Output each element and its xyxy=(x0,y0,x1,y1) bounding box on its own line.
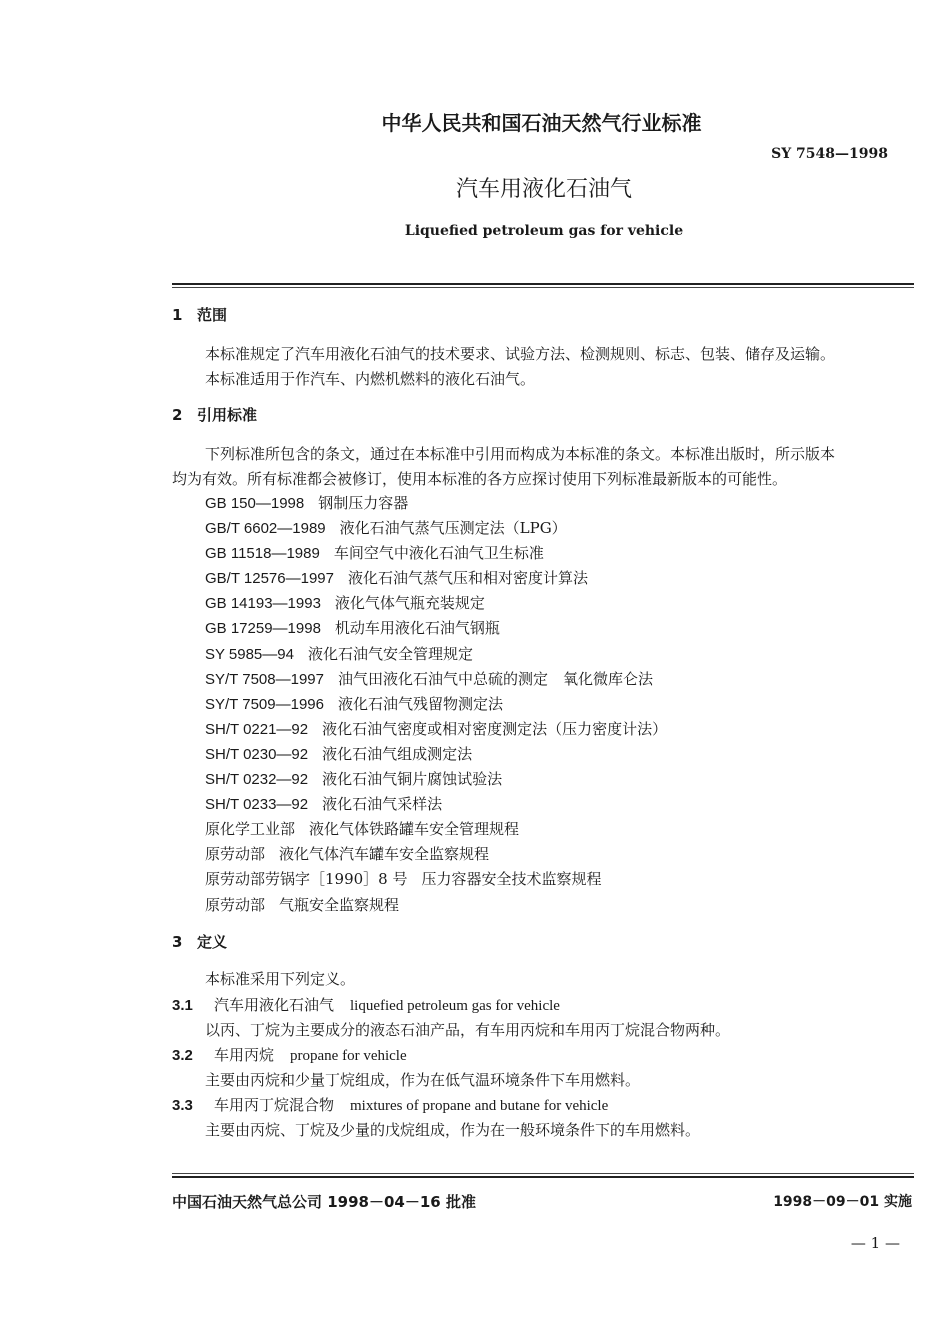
reference-name: 液化石油气残留物测定法 xyxy=(337,694,503,713)
term-definition: 主要由丙烷、丁烷及少量的戊烷组成，作为在一般环境条件下的车用燃料。 xyxy=(205,1121,701,1139)
reference-name: 液化石油气蒸气压和相对密度计算法 xyxy=(347,569,588,588)
paragraph: 本标准适用于作汽车、内燃机燃料的液化石油气。 xyxy=(205,370,536,388)
document-title-cn: 汽车用液化石油气 xyxy=(455,177,632,202)
reference-name: 液化石油气组成测定法 xyxy=(322,744,473,763)
reference-item xyxy=(205,842,667,867)
term-number: 3.1 xyxy=(172,997,193,1014)
term-cn: 车用丙丁烷混合物 xyxy=(214,1096,335,1114)
reference-name: 液化气体气瓶充装规定 xyxy=(334,594,485,613)
reference-name: 液化石油气密度或相对密度测定法（压力密度计法） xyxy=(322,719,668,738)
reference-code: SH/T 0230—92 xyxy=(205,745,309,763)
reference-item xyxy=(205,491,667,516)
reference-name: 液化石油气铜片腐蚀试验法 xyxy=(322,770,503,789)
reference-item xyxy=(205,516,667,541)
implementation-date: 1998－09－01 实施 xyxy=(773,1194,912,1210)
section-1-heading xyxy=(172,304,227,325)
section-3-heading xyxy=(172,931,227,952)
reference-item xyxy=(205,867,667,892)
reference-name: 液化气体铁路罐车安全管理规程 xyxy=(309,820,520,839)
term-cn: 汽车用液化石油气 xyxy=(214,996,335,1014)
reference-code: SY/T 7508—1997 xyxy=(205,670,324,688)
term-en: propane for vehicle xyxy=(290,1048,407,1064)
section-2-heading xyxy=(172,404,257,425)
reference-code: 原劳动部 xyxy=(205,845,266,864)
reference-code: SH/T 0233—92 xyxy=(205,796,309,814)
reference-item xyxy=(205,692,667,717)
section-number: 3 xyxy=(172,933,183,951)
paragraph: 本标准规定了汽车用液化石油气的技术要求、试验方法、检测规则、标志、包装、储存及运输。 xyxy=(205,345,836,363)
term-definition: 以丙、丁烷为主要成分的液态石油产品，有车用丙烷和车用丙丁烷混合物两种。 xyxy=(205,1021,731,1039)
term-entry xyxy=(172,1044,407,1065)
reference-item xyxy=(205,792,667,817)
reference-name: 油气田液化石油气中总硫的测定 氧化微库仑法 xyxy=(337,669,653,688)
reference-name: 机动车用液化石油气钢瓶 xyxy=(334,619,500,638)
term-definition: 主要由丙烷和少量丁烷组成，作为在低气温环境条件下车用燃料。 xyxy=(205,1071,641,1089)
paragraph: 均为有效。所有标准都会被修订，使用本标准的各方应探讨使用下列标准最新版本的可能性。 xyxy=(172,470,788,488)
reference-name: 车间空气中液化石油气卫生标准 xyxy=(333,544,544,563)
reference-code: GB/T 6602—1989 xyxy=(205,520,326,538)
paragraph: 下列标准所包含的条文，通过在本标准中引用而构成为本标准的条文。本标准出版时，所示版本 xyxy=(205,445,836,463)
standard-organization: 中华人民共和国石油天然气行业标准 xyxy=(381,111,702,135)
reference-code: SH/T 0221—92 xyxy=(205,720,309,738)
reference-name: 钢制压力容器 xyxy=(318,494,409,512)
reference-item xyxy=(205,541,667,566)
term-cn: 车用丙烷 xyxy=(214,1046,275,1064)
footer-divider xyxy=(172,1173,914,1178)
reference-code: 原劳动部劳锅字［1990］8 号 xyxy=(205,870,408,889)
reference-item xyxy=(205,742,667,767)
reference-code: GB 17259—1998 xyxy=(205,620,321,638)
section-title: 引用标准 xyxy=(197,406,258,424)
header-divider xyxy=(172,283,914,288)
term-number: 3.2 xyxy=(172,1047,193,1064)
paragraph: 本标准采用下列定义。 xyxy=(205,970,356,988)
reference-name: 液化气体汽车罐车安全监察规程 xyxy=(279,845,490,864)
reference-code: 原化学工业部 xyxy=(205,820,296,839)
section-number: 2 xyxy=(172,406,183,424)
reference-code: GB 150—1998 xyxy=(205,495,305,512)
reference-item xyxy=(205,642,667,667)
reference-code: SH/T 0232—92 xyxy=(205,771,309,789)
reference-item xyxy=(205,566,667,591)
reference-code: GB 14193—1993 xyxy=(205,595,321,613)
approval-line: 中国石油天然气总公司 1998－04－16 批准 xyxy=(172,1193,476,1211)
reference-name: 液化石油气蒸气压测定法（LPG） xyxy=(339,519,567,538)
term-entry xyxy=(172,1094,608,1115)
reference-item xyxy=(205,591,667,616)
page-number: — 1 — xyxy=(850,1234,900,1252)
reference-list xyxy=(205,491,667,918)
reference-item xyxy=(205,616,667,641)
reference-code: GB 11518—1989 xyxy=(205,545,320,563)
section-title: 范围 xyxy=(197,306,228,324)
reference-code: 原劳动部 xyxy=(205,895,266,914)
reference-item xyxy=(205,717,667,742)
standard-code: SY 7548—1998 xyxy=(771,146,888,162)
reference-item xyxy=(205,667,667,692)
reference-name: 液化石油气采样法 xyxy=(322,795,443,814)
term-en: liquefied petroleum gas for vehicle xyxy=(350,998,560,1014)
reference-item xyxy=(205,767,667,792)
reference-code: SY/T 7509—1996 xyxy=(205,695,324,713)
reference-item xyxy=(205,817,667,842)
document-title-en: Liquefied petroleum gas for vehicle xyxy=(404,223,684,239)
reference-name: 气瓶安全监察规程 xyxy=(279,895,400,914)
reference-name: 压力容器安全技术监察规程 xyxy=(421,870,602,889)
section-number: 1 xyxy=(172,306,183,324)
reference-item xyxy=(205,893,667,918)
term-number: 3.3 xyxy=(172,1097,193,1114)
reference-code: SY 5985—94 xyxy=(205,645,294,663)
reference-code: GB/T 12576—1997 xyxy=(205,570,334,588)
section-title: 定义 xyxy=(197,933,228,951)
term-entry xyxy=(172,994,560,1015)
term-en: mixtures of propane and butane for vehicle xyxy=(350,1098,609,1114)
reference-name: 液化石油气安全管理规定 xyxy=(307,644,473,663)
